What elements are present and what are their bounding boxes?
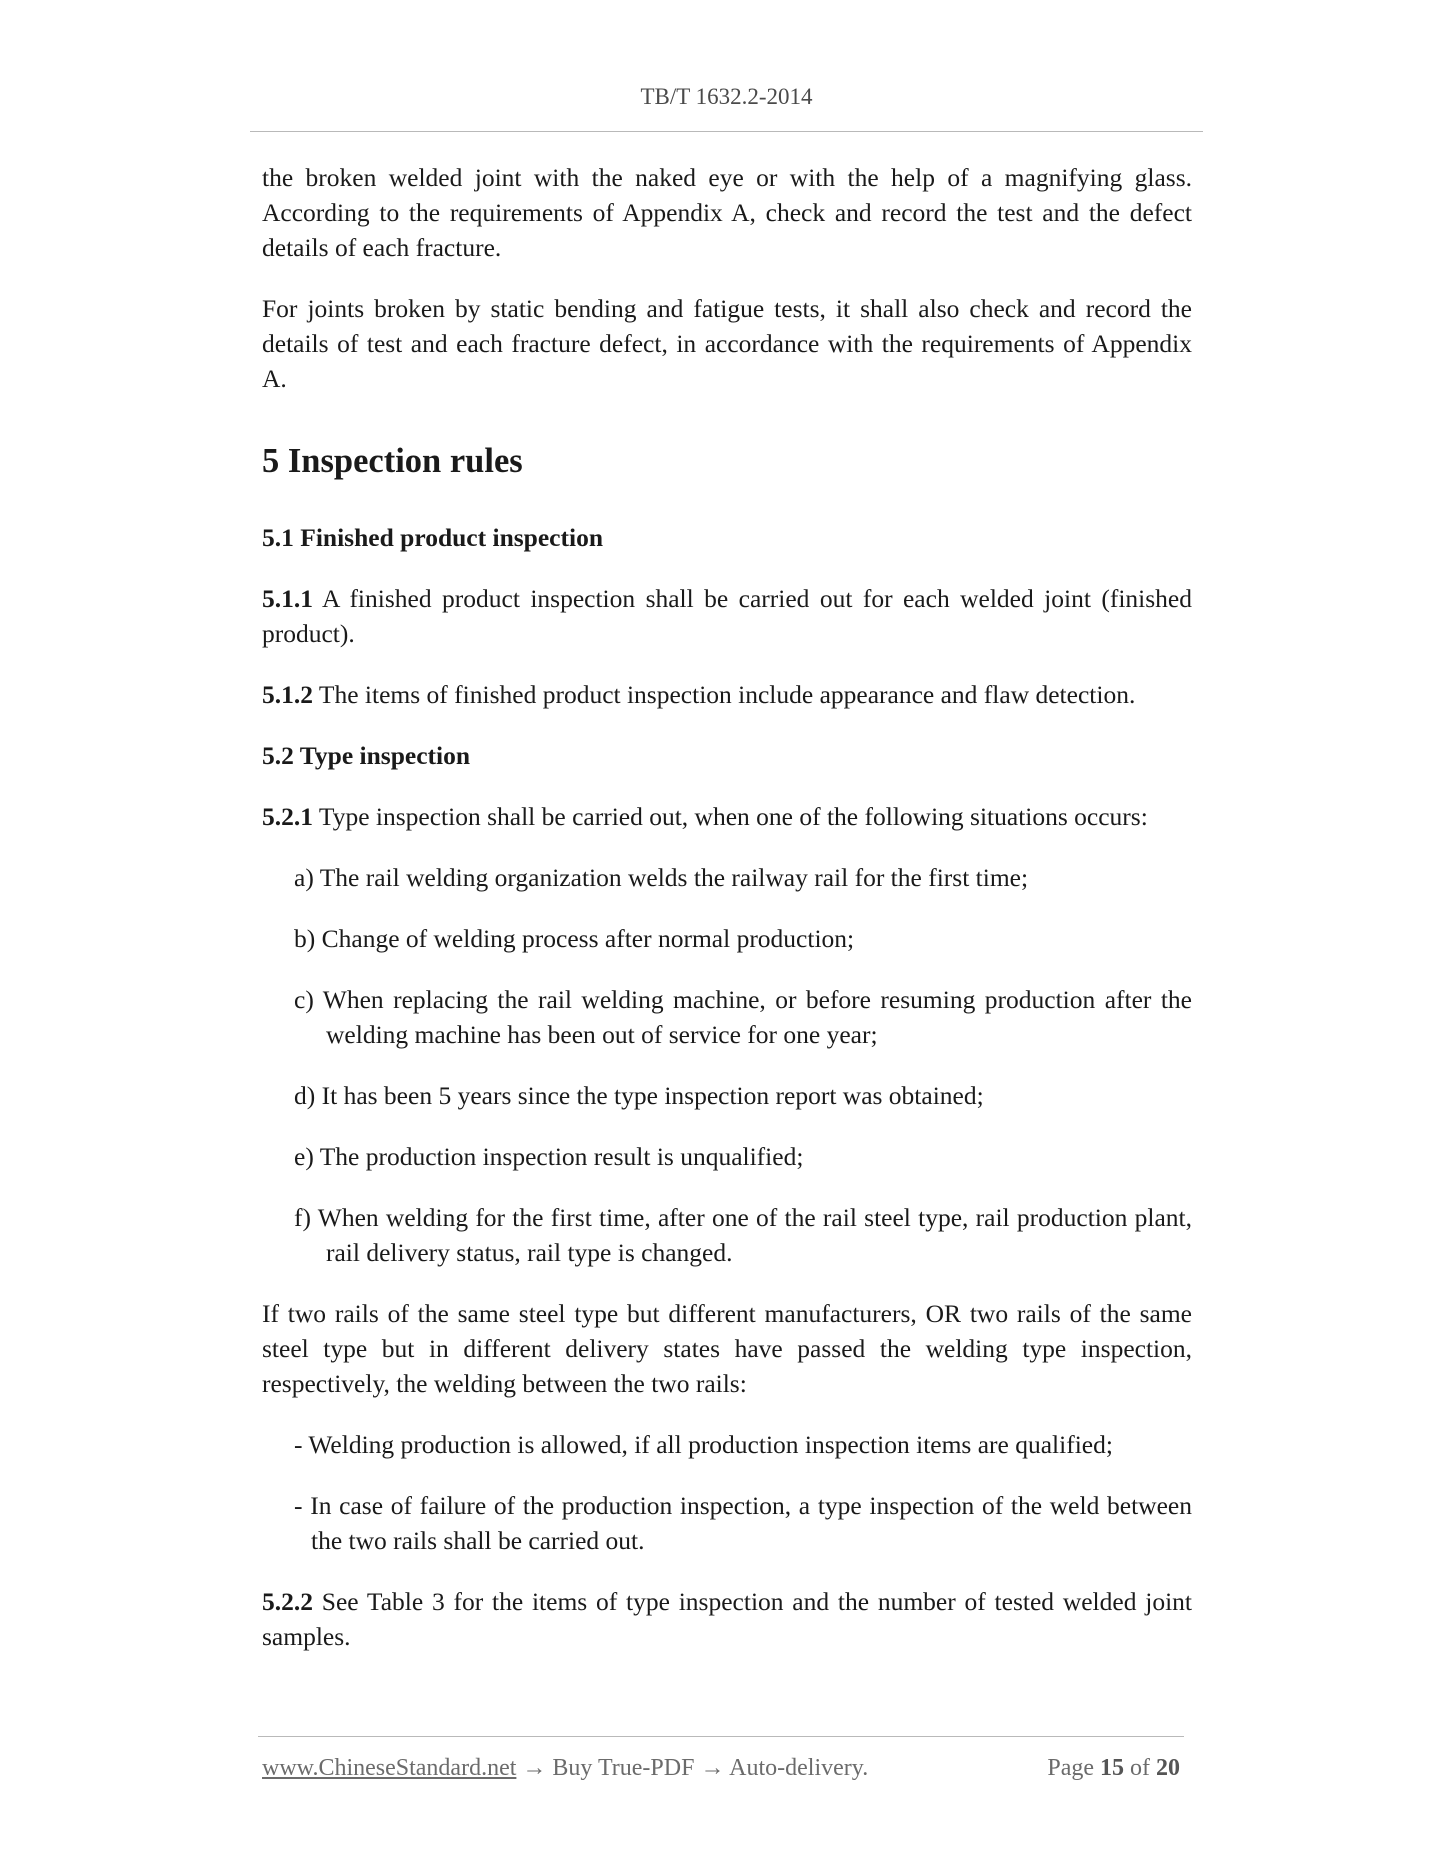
total-pages: 20 — [1156, 1755, 1180, 1781]
arrow-icon: → — [694, 1755, 730, 1781]
auto-delivery-text: Auto-delivery. — [729, 1755, 869, 1781]
page-label: Page — [1047, 1755, 1094, 1781]
subsection-heading: 5.1 Finished product inspection — [262, 523, 604, 552]
clause-text: The items of finished product inspection include appearance and flaw detection. — [313, 680, 1136, 709]
dash-list-item: - In case of failure of the production inspection, a type inspection of the weld between the two rails shall be carried out. — [294, 1491, 1192, 1555]
clause-text: Type inspection shall be carried out, when one of the following situations occurs: — [313, 802, 1148, 831]
paragraph: For joints broken by static bending and fatigue tests, it shall also check and record the details of test and each fracture defect, in accordance with the requirements of Appendix A. — [262, 294, 1192, 393]
footer-links — [262, 1755, 868, 1782]
clause-text: See Table 3 for the items of type inspection and the number of tested welded joint samples. — [262, 1587, 1192, 1651]
subsection-heading: 5.2 Type inspection — [262, 741, 471, 770]
list-item: f) When welding for the first time, after one of the rail steel type, rail production plant, rail delivery status, rail type is changed. — [294, 1203, 1192, 1267]
clause-number: 5.2.2 — [262, 1587, 313, 1616]
of-label: of — [1130, 1755, 1150, 1781]
website-link[interactable]: www.ChineseStandard.net — [262, 1755, 517, 1781]
clause-5-1-2 — [262, 677, 1192, 712]
document-body — [262, 160, 1192, 1680]
section-heading: 5 Inspection rules — [262, 442, 523, 480]
clause-number: 5.1.1 — [262, 584, 313, 613]
clause-5-1-1 — [262, 581, 1192, 651]
clause-5-2-2 — [262, 1584, 1192, 1654]
dash-list-item: - Welding production is allowed, if all production inspection items are qualified; — [294, 1430, 1113, 1459]
list-item: c) When replacing the rail welding machine, or before resuming production after the welding machine has been out of service for one year; — [294, 985, 1192, 1049]
list-item: b) Change of welding process after normal production; — [294, 924, 855, 953]
current-page: 15 — [1100, 1755, 1124, 1781]
buy-pdf-text: Buy True-PDF — [552, 1755, 695, 1781]
page-number — [1047, 1755, 1180, 1782]
clause-number: 5.1.2 — [262, 680, 313, 709]
list-item: d) It has been 5 years since the type inspection report was obtained; — [294, 1081, 984, 1110]
clause-5-2-1 — [262, 799, 1192, 834]
list-item: a) The rail welding organization welds the railway rail for the first time; — [294, 863, 1029, 892]
paragraph: the broken welded joint with the naked eye or with the help of a magnifying glass. According to the requirements of Appendix A, check and record the test and the defect details of each fracture. — [262, 163, 1192, 262]
header-divider — [250, 131, 1203, 132]
clause-number: 5.2.1 — [262, 802, 313, 831]
paragraph: If two rails of the same steel type but different manufacturers, OR two rails of the same steel type but in different delivery states have passed the welding type inspection, respectively, the welding between the two rails: — [262, 1299, 1192, 1398]
footer-divider — [258, 1736, 1184, 1737]
page-header: TB/T 1632.2-2014 — [640, 84, 813, 109]
list-item: e) The production inspection result is unqualified; — [294, 1142, 804, 1171]
clause-text: A finished product inspection shall be carried out for each welded joint (finished product). — [262, 584, 1192, 648]
arrow-icon: → — [516, 1755, 553, 1781]
